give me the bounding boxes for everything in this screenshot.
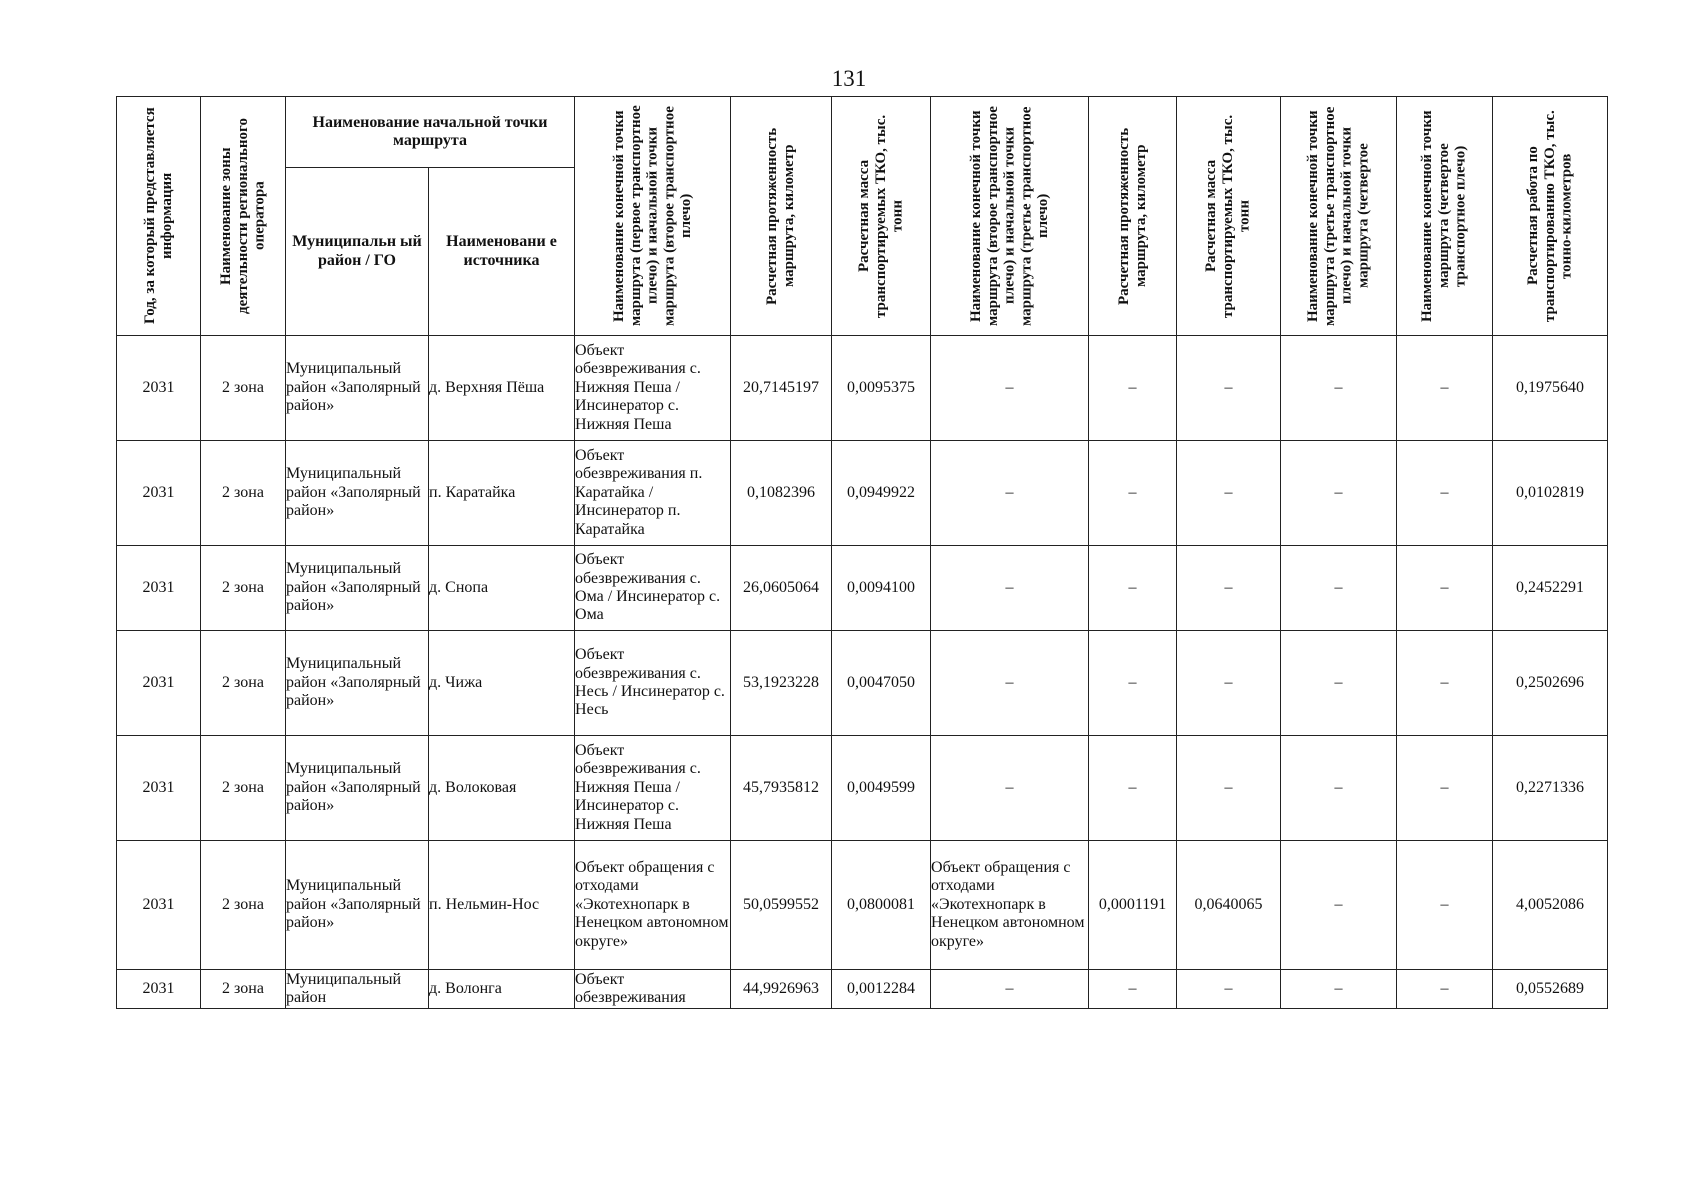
cell-transport-work: 0,2271336 (1493, 736, 1608, 841)
cell-zone: 2 зона (201, 970, 286, 1009)
cell-year: 2031 (117, 736, 201, 841)
cell-zone: 2 зона (201, 441, 286, 546)
cell-mass-1: 0,0047050 (832, 631, 931, 736)
cell-year: 2031 (117, 970, 201, 1009)
cell-year: 2031 (117, 441, 201, 546)
cell-zone: 2 зона (201, 546, 286, 631)
header-mass-1: Расчетная масса транспортируемых ТКО, тыс. тонн (832, 97, 931, 336)
cell-municipality: Муниципальный район (286, 970, 429, 1009)
cell-end-point-2: Объект обращения с отходами «Экотехнопарк в Ненецком автономном округе» (931, 841, 1089, 970)
table-row (117, 441, 1608, 546)
cell-end-point-2: – (931, 736, 1089, 841)
header-transport-work: Расчетная работа по транспортированию ТКО, тыс. тонно-километров (1493, 97, 1608, 336)
header-zone: Наименование зоны деятельности регионального оператора (201, 97, 286, 336)
cell-municipality: Муниципальный район «Заполярный район» (286, 736, 429, 841)
cell-transport-work: 0,2452291 (1493, 546, 1608, 631)
header-start-point: Наименование начальной точки маршрута (286, 97, 575, 168)
cell-end-point-4: – (1397, 970, 1493, 1009)
cell-length-2: – (1089, 546, 1177, 631)
cell-zone: 2 зона (201, 841, 286, 970)
cell-end-point-2: – (931, 970, 1089, 1009)
cell-municipality: Муниципальный район «Заполярный район» (286, 631, 429, 736)
cell-end-point-3: – (1281, 631, 1397, 736)
cell-transport-work: 0,2502696 (1493, 631, 1608, 736)
cell-mass-2: – (1177, 336, 1281, 441)
cell-end-point-2: – (931, 631, 1089, 736)
header-source: Наименовани е источника (429, 168, 575, 336)
table-row (117, 970, 1608, 1009)
cell-zone: 2 зона (201, 631, 286, 736)
cell-length-2: – (1089, 441, 1177, 546)
header-municipality: Муниципальн ый район / ГО (286, 168, 429, 336)
cell-length-1: 0,1082396 (731, 441, 832, 546)
cell-length-2: 0,0001191 (1089, 841, 1177, 970)
cell-length-2: – (1089, 631, 1177, 736)
cell-end-point-1: Объект обезвреживания (575, 970, 731, 1009)
cell-municipality: Муниципальный район «Заполярный район» (286, 546, 429, 631)
cell-transport-work: 0,0552689 (1493, 970, 1608, 1009)
cell-transport-work: 4,0052086 (1493, 841, 1608, 970)
table-row (117, 336, 1608, 441)
cell-end-point-3: – (1281, 546, 1397, 631)
cell-length-1: 26,0605064 (731, 546, 832, 631)
cell-mass-1: 0,0012284 (832, 970, 931, 1009)
cell-end-point-3: – (1281, 441, 1397, 546)
cell-end-point-2: – (931, 441, 1089, 546)
cell-end-point-1: Объект обращения с отходами «Экотехнопарк в Ненецком автономном округе» (575, 841, 731, 970)
header-end-point-4: Наименование конечной точки маршрута (четвертое транспортное плечо) (1397, 97, 1493, 336)
cell-year: 2031 (117, 631, 201, 736)
cell-mass-1: 0,0049599 (832, 736, 931, 841)
cell-municipality: Муниципальный район «Заполярный район» (286, 441, 429, 546)
header-end-point-2: Наименование конечной точки маршрута (второе транспортное плечо) и начальной точки маршрута (третье транспортное плечо) (931, 97, 1089, 336)
cell-end-point-4: – (1397, 441, 1493, 546)
cell-transport-work: 0,1975640 (1493, 336, 1608, 441)
routes-table (116, 96, 1608, 1009)
cell-zone: 2 зона (201, 736, 286, 841)
cell-end-point-2: – (931, 546, 1089, 631)
cell-length-2: – (1089, 736, 1177, 841)
cell-end-point-1: Объект обезвреживания с. Нижняя Пеша / Инсинератор с. Нижняя Пеша (575, 336, 731, 441)
cell-end-point-4: – (1397, 841, 1493, 970)
cell-length-1: 44,9926963 (731, 970, 832, 1009)
table-row (117, 736, 1608, 841)
cell-year: 2031 (117, 546, 201, 631)
cell-end-point-3: – (1281, 841, 1397, 970)
cell-end-point-4: – (1397, 546, 1493, 631)
header-length-2: Расчетная протяженность маршрута, километр (1089, 97, 1177, 336)
cell-municipality: Муниципальный район «Заполярный район» (286, 336, 429, 441)
cell-length-1: 53,1923228 (731, 631, 832, 736)
cell-end-point-1: Объект обезвреживания п. Каратайка / Инсинератор п. Каратайка (575, 441, 731, 546)
cell-source: д. Волонга (429, 970, 575, 1009)
cell-end-point-4: – (1397, 336, 1493, 441)
cell-end-point-3: – (1281, 336, 1397, 441)
cell-mass-2: – (1177, 546, 1281, 631)
cell-length-1: 45,7935812 (731, 736, 832, 841)
cell-source: п. Нельмин-Нос (429, 841, 575, 970)
cell-mass-2: 0,0640065 (1177, 841, 1281, 970)
header-end-point-1: Наименование конечной точки маршрута (первое транспортное плечо) и начальной точки маршрута (второе транспортное плечо) (575, 97, 731, 336)
table-row (117, 841, 1608, 970)
page-number: 131 (831, 66, 867, 91)
header-end-point-3: Наименование конечной точки маршрута (третье транспортное плечо) и начальной точки маршрута (четвертое (1281, 97, 1397, 336)
cell-mass-2: – (1177, 441, 1281, 546)
cell-year: 2031 (117, 336, 201, 441)
header-year: Год, за который представляется информация (117, 97, 201, 336)
cell-end-point-4: – (1397, 736, 1493, 841)
cell-transport-work: 0,0102819 (1493, 441, 1608, 546)
header-mass-2: Расчетная масса транспортируемых ТКО, тыс. тонн (1177, 97, 1281, 336)
cell-end-point-3: – (1281, 970, 1397, 1009)
cell-source: д. Верхняя Пёша (429, 336, 575, 441)
cell-mass-2: – (1177, 631, 1281, 736)
cell-source: д. Чижа (429, 631, 575, 736)
cell-length-1: 20,7145197 (731, 336, 832, 441)
cell-source: д. Снопа (429, 546, 575, 631)
cell-end-point-4: – (1397, 631, 1493, 736)
cell-length-2: – (1089, 970, 1177, 1009)
cell-mass-2: – (1177, 736, 1281, 841)
cell-source: п. Каратайка (429, 441, 575, 546)
cell-length-2: – (1089, 336, 1177, 441)
cell-mass-1: 0,0949922 (832, 441, 931, 546)
cell-end-point-1: Объект обезвреживания с. Несь / Инсинератор с. Несь (575, 631, 731, 736)
cell-mass-1: 0,0800081 (832, 841, 931, 970)
cell-end-point-1: Объект обезвреживания с. Нижняя Пеша / Инсинератор с. Нижняя Пеша (575, 736, 731, 841)
cell-end-point-3: – (1281, 736, 1397, 841)
cell-end-point-1: Объект обезвреживания с. Ома / Инсинератор с. Ома (575, 546, 731, 631)
table-row (117, 546, 1608, 631)
cell-end-point-2: – (931, 336, 1089, 441)
cell-year: 2031 (117, 841, 201, 970)
cell-mass-1: 0,0094100 (832, 546, 931, 631)
cell-zone: 2 зона (201, 336, 286, 441)
cell-length-1: 50,0599552 (731, 841, 832, 970)
cell-municipality: Муниципальный район «Заполярный район» (286, 841, 429, 970)
cell-mass-1: 0,0095375 (832, 336, 931, 441)
cell-mass-2: – (1177, 970, 1281, 1009)
table-row (117, 631, 1608, 736)
header-length-1: Расчетная протяженность маршрута, километр (731, 97, 832, 336)
cell-source: д. Волоковая (429, 736, 575, 841)
